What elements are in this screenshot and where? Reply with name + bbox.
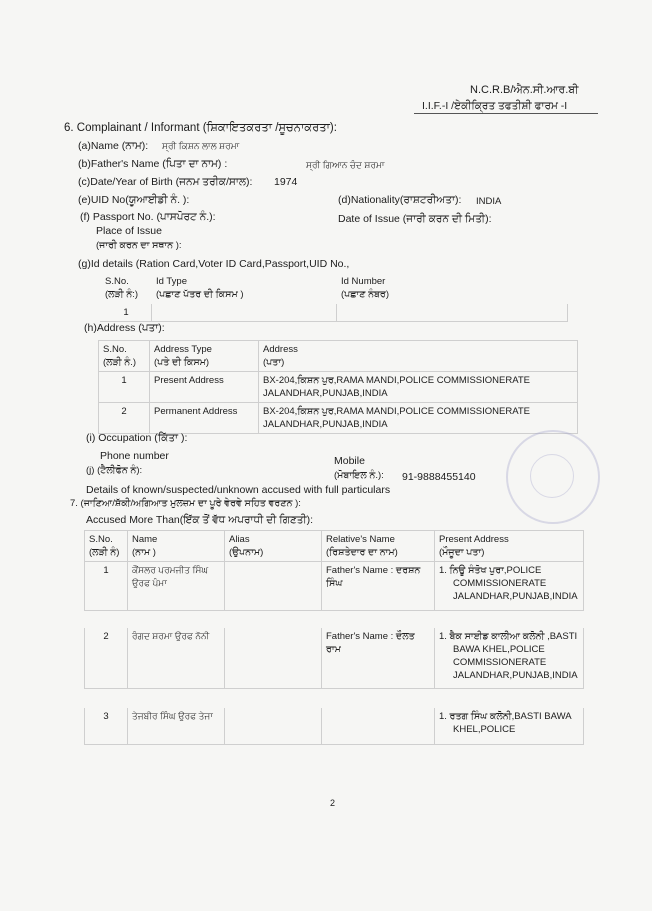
section-6-title: 6. Complainant / Informant (ਸ਼ਿਕਾਇਤਕਰਤਾ /ਸੂਚਨਾਕਰਤਾ): [64, 122, 337, 134]
mobile-value: 91-9888455140 [402, 471, 476, 483]
address-table [98, 340, 578, 434]
col-sno: S.No. [89, 534, 113, 545]
place-of-issue-label: Place of Issue [96, 225, 162, 237]
name-label: (a)Name (ਨਾਮ): [78, 140, 149, 152]
header-ncrb: N.C.R.B/ਐਨ.ਸੀ.ਆਰ.ਬੀ [470, 84, 579, 96]
occupation-label: (i) Occupation (ਕਿੱਤਾ ): [86, 432, 188, 444]
table-row [101, 304, 568, 322]
header-iif: I.I.F.-I /ਏਕੀਕ੍ਰਿਤ ਤਫਤੀਸ਼ੀ ਫਾਰਮ -I [422, 100, 568, 112]
col-address-type-pa: (ਪਤੇ ਦੀ ਕਿਸਮ) [154, 357, 210, 368]
table-row [85, 708, 584, 745]
address-type-cell: Present Address [150, 372, 259, 403]
col-address: Address [263, 344, 298, 355]
address-sno-cell: 2 [99, 403, 150, 434]
col-sno-pa: (ਲੜੀ ਨੰ.) [103, 357, 137, 368]
nationality-label: (d)Nationality(ਰਾਸ਼ਟਰੀਅਤਾ): [338, 194, 462, 206]
id-details-label: (g)Id details (Ration Card,Voter ID Card,Passport,UID No., [78, 258, 350, 270]
col-sno: S.No. [105, 276, 129, 287]
accused-sno-cell: 2 [85, 628, 128, 689]
section-7-intro: Details of known/suspected/unknown accused with full particulars [86, 484, 391, 496]
name-value: ਸ੍ਰੀ ਕਿਸ਼ਨ ਲਾਲ ਸ਼ਰਮਾ [162, 141, 240, 151]
table-header-row [101, 273, 568, 304]
table-row [99, 372, 578, 403]
place-of-issue-label-pa: (ਜਾਰੀ ਕਰਨ ਦਾ ਸਥਾਨ ): [96, 240, 182, 251]
police-seal-stamp [506, 430, 600, 524]
col-address-type: Address Type [154, 344, 212, 355]
relative-name-line-1: Father's Name : ਦੌਲਤ [326, 631, 415, 642]
col-name-pa: (ਨਾਮ ) [132, 547, 156, 558]
passport-label: (f) Passport No. (ਪਾਸਪੋਰਟ ਨੰ.): [80, 211, 216, 223]
col-id-type-pa: (ਪਛਾਣ ਪੱਤਰ ਦੀ ਕਿਸਮ ) [156, 289, 244, 300]
col-sno: S.No. [103, 344, 127, 355]
address-sno-cell: 1 [99, 372, 150, 403]
accused-name-line-1: ਕੌਂਸਲਰ ਪਰਮਜੀਤ ਸਿੰਘ [132, 565, 209, 575]
address-line-1: BX-204,ਕਿਸ਼ਨ ਪੁਰ,RAMA MANDI,POLICE COMMISSIONERATE [263, 406, 530, 417]
id-details-table [100, 272, 568, 322]
col-id-type: Id Type [156, 276, 187, 287]
col-id-number-pa: (ਪਛਾਣ ਨੰਬਰ) [341, 289, 389, 300]
father-name-value: ਸ੍ਰੀ ਗਿਆਨ ਚੰਦ ਸ਼ਰਮਾ [306, 160, 385, 170]
table-row [99, 403, 578, 434]
nationality-value: INDIA [476, 196, 502, 207]
table-row [85, 562, 584, 611]
present-address-line-1: 1. ਨਿਊ ਸੰਤੋਖ ਪੁਰਾ,POLICE [439, 565, 542, 576]
dob-value: 1974 [274, 176, 298, 188]
father-name-label: (b)Father's Name (ਪਿਤਾ ਦਾ ਨਾਮ) : [78, 158, 228, 170]
present-address-line-3: JALANDHAR,PUNJAB,INDIA [453, 591, 578, 602]
relative-name-line-2: ਰਾਮ [326, 644, 341, 655]
address-line-1: BX-204,ਕਿਸ਼ਨ ਪੁਰ,RAMA MANDI,POLICE COMMISSIONERATE [263, 375, 530, 386]
col-name: Name [132, 534, 158, 545]
col-present-address: Present Address [439, 534, 509, 545]
mobile-label: Mobile [334, 455, 365, 467]
header-divider [414, 113, 598, 114]
relative-name-line-2: ਸਿੰਘ [326, 578, 343, 589]
present-address-line-3: COMMISSIONERATE [453, 657, 547, 668]
table-header-row [85, 531, 584, 562]
table-row [85, 628, 584, 689]
present-address-line-2: COMMISSIONERATE [453, 578, 547, 589]
col-alias: Alias [229, 534, 250, 545]
table-header-row [99, 341, 578, 372]
col-sno-pa: (ਲੜੀ ਨੰ:) [105, 289, 139, 300]
col-relative-name: Relative's Name [326, 534, 395, 545]
present-address-line-2: BAWA KHEL,POLICE [453, 644, 545, 655]
col-relative-name-pa: (ਰਿਸ਼ਤੇਦਾਰ ਦਾ ਨਾਮ) [326, 547, 398, 558]
accused-name-line-1: ਰੰਗਦ ਸ਼ਰਮਾ ਉਰਫ ਨੋਨੀ [132, 631, 210, 641]
accused-sno-cell: 3 [85, 708, 128, 745]
page-number: 2 [330, 798, 336, 808]
spacer-row [85, 689, 584, 708]
mobile-label-pa: (ਮੋਬਾਇਲ ਨੰ.): [334, 470, 384, 481]
present-address-line-4: JALANDHAR,PUNJAB,INDIA [453, 670, 578, 681]
section-7-title: 7. (ਜਾਣਿਆ/ਸ਼ੱਕੀ/ਅਗਿਆਤ ਮੁਲਜ਼ਮ ਦਾ ਪੂਰੇ ਵੇਰਵੇ ਸਹਿਤ ਵਰਣਨ ): [70, 498, 301, 509]
uid-label: (e)UID No(ਯੂਆਈਡੀ ਨੰ. ): [78, 194, 190, 206]
date-of-issue-label: Date of Issue (ਜਾਰੀ ਕਰਨ ਦੀ ਮਿਤੀ): [338, 213, 492, 225]
col-id-number: Id Number [341, 276, 386, 287]
spacer-row [85, 611, 584, 628]
address-label: (h)Address (ਪਤਾ): [84, 322, 165, 334]
address-type-cell: Permanent Address [150, 403, 259, 434]
present-address-line-2: KHEL,POLICE [453, 724, 516, 735]
col-address-pa: (ਪਤਾ) [263, 357, 285, 368]
id-sno-cell: 1 [101, 304, 152, 322]
accused-table [84, 530, 584, 745]
dob-label: (c)Date/Year of Birth (ਜਨਮ ਤਰੀਕ/ਸਾਲ): [78, 176, 253, 188]
col-present-address-pa: (ਮੌਜੂਦਾ ਪਤਾ) [439, 547, 485, 558]
phone-label-pa: (j) (ਟੈਲੀਫੋਨ ਨੰ): [86, 465, 143, 476]
address-line-2: JALANDHAR,PUNJAB,INDIA [263, 419, 388, 430]
accused-name-line-2: ਉਰਫ ਪੰਮਾ [132, 578, 167, 588]
accused-more-than-label: Accused More Than(ਇੱਕ ਤੋਂ ਵੱਧ ਅਪਰਾਧੀ ਦੀ ਗਿਣਤੀ): [86, 514, 314, 526]
accused-sno-cell: 1 [85, 562, 128, 611]
accused-name-line-1: ਤੇਜਬੀਰ ਸਿੰਘ ਉਰਫ ਤੇਜਾ [132, 711, 213, 721]
relative-name-line-1: Father's Name : ਦਰਸ਼ਨ [326, 565, 421, 576]
phone-label: Phone number [100, 450, 169, 462]
present-address-line-1: 1. ਬੈਕ ਸਾਈਡ ਕਾਲੀਆ ਕਲੋਨੀ ,BASTI [439, 631, 578, 642]
col-sno-pa: (ਲੜੀ ਨੰ) [89, 547, 120, 558]
col-alias-pa: (ਉਪਨਾਮ) [229, 547, 264, 558]
address-line-2: JALANDHAR,PUNJAB,INDIA [263, 388, 388, 399]
present-address-line-1: 1. ਰਤਗ ਸਿੰਘ ਕਲੋਨੀ,BASTI BAWA [439, 711, 572, 722]
